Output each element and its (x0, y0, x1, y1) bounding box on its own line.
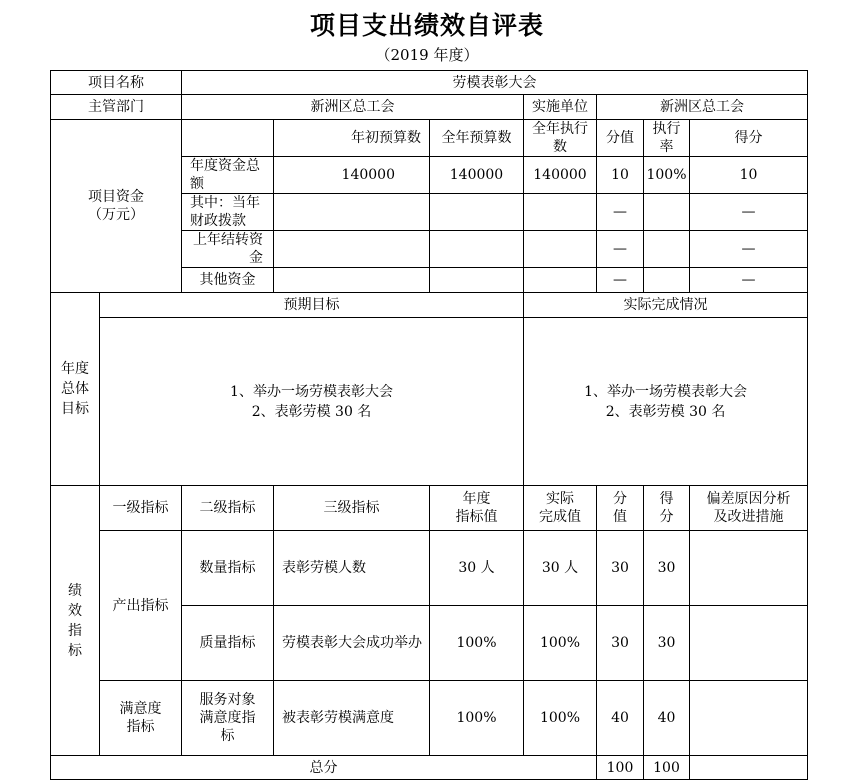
funds-cell: 140000 (274, 157, 430, 194)
indicator-row (51, 531, 808, 606)
expected-goal-line: 1、举办一场劳模表彰大会 (230, 383, 393, 400)
level3-indicator-header: 三级指标 (274, 486, 430, 531)
funds-cell: — (597, 194, 644, 231)
deviation-analysis (690, 606, 808, 681)
score-value: 30 (597, 531, 644, 606)
total-deviation (690, 756, 808, 780)
level2-indicator (182, 531, 274, 606)
expected-goal-line: 2、表彰劳模 30 名 (251, 403, 372, 420)
funds-cell: — (597, 268, 644, 293)
department-row (51, 95, 808, 120)
funds-cell (430, 268, 524, 293)
performance-indicators-label (51, 486, 100, 756)
header-line: 偏差原因分析 (706, 491, 791, 507)
level2-indicator-header: 二级指标 (182, 486, 274, 531)
funds-cell (644, 231, 690, 268)
header-score-value: 分值 (597, 120, 644, 157)
funds-cell (524, 231, 597, 268)
page-subtitle: （2019 年度） (375, 46, 479, 64)
target-value: 30 人 (430, 531, 524, 606)
funds-cell: — (690, 231, 808, 268)
funds-label-unit: （万元） (88, 207, 144, 223)
annual-goal-label-line: 目标 (61, 401, 89, 417)
total-row (51, 756, 808, 780)
actual-completion-line: 1、举办一场劳模表彰大会 (584, 383, 747, 400)
self-evaluation-table (50, 70, 808, 780)
level2-indicator-line: 标 (220, 728, 235, 744)
actual-completion-content (524, 318, 808, 486)
indicators-header-row (51, 486, 808, 531)
goals-header-row (51, 293, 808, 318)
satisfaction-label-line: 指标 (126, 719, 155, 735)
header-line: 分 (659, 509, 674, 525)
level3-indicator: 表彰劳模人数 (274, 531, 430, 606)
expected-goal-content (100, 318, 524, 486)
performance-label-line: 绩 (68, 582, 82, 599)
funds-cell (644, 194, 690, 231)
funds-header-row (51, 120, 808, 157)
annual-goal-label-line: 年度 (61, 361, 89, 377)
level2-indicator-line: 质量指标 (199, 635, 256, 651)
funds-cell: — (597, 231, 644, 268)
header-line: 年度 (462, 491, 491, 507)
header-line: 完成值 (539, 509, 581, 525)
satisfaction-indicator-label (100, 681, 182, 756)
performance-label-line: 效 (68, 602, 82, 619)
funds-cell (274, 268, 430, 293)
funds-cell (524, 194, 597, 231)
actual-value: 100% (524, 606, 597, 681)
deviation-analysis (690, 531, 808, 606)
funds-cell: — (690, 268, 808, 293)
target-value: 100% (430, 681, 524, 756)
level2-indicator-line: 数量指标 (199, 560, 256, 576)
total-label: 总分 (51, 756, 597, 780)
output-indicator-label: 产出指标 (100, 531, 182, 681)
score: 40 (644, 681, 690, 756)
funds-row-label: 上年结转资金 (182, 231, 274, 268)
total-score-value: 100 (597, 756, 644, 780)
total-score: 100 (644, 756, 690, 780)
header-annual-budget: 全年预算数 (430, 120, 524, 157)
header-line: 分 (613, 491, 627, 507)
level2-indicator-line: 满意度指 (199, 710, 256, 726)
funds-label (51, 120, 182, 293)
level2-indicator (182, 681, 274, 756)
department-value: 新洲区总工会 (182, 95, 524, 120)
annual-goal-label (51, 293, 100, 486)
project-name-row (51, 71, 808, 95)
funds-cell: — (690, 194, 808, 231)
funds-cell (274, 231, 430, 268)
indicator-row (51, 681, 808, 756)
header-line: 值 (613, 509, 627, 525)
funds-cell (524, 268, 597, 293)
performance-label-line: 指 (68, 622, 82, 639)
header-annual-execution: 全年执行数 (524, 120, 597, 157)
implementing-unit-label: 实施单位 (524, 95, 597, 120)
implementing-unit-value: 新洲区总工会 (597, 95, 808, 120)
actual-completion-line: 2、表彰劳模 30 名 (605, 403, 726, 420)
funds-cell (274, 194, 430, 231)
satisfaction-label-line: 满意度 (119, 701, 162, 717)
header-line: 及改进措施 (713, 509, 784, 525)
funds-cell (430, 231, 524, 268)
deviation-analysis (690, 681, 808, 756)
funds-header-blank (182, 120, 274, 157)
target-value-header (430, 486, 524, 531)
level2-indicator (182, 606, 274, 681)
score: 30 (644, 606, 690, 681)
goals-content-row (51, 318, 808, 486)
score-value: 30 (597, 606, 644, 681)
header-execution-rate: 执行率 (644, 120, 690, 157)
header-score: 得分 (690, 120, 808, 157)
page-title: 项目支出绩效自评表 (309, 11, 544, 40)
level3-indicator: 劳模表彰大会成功举办 (274, 606, 430, 681)
level3-indicator: 被表彰劳模满意度 (274, 681, 430, 756)
actual-value: 30 人 (524, 531, 597, 606)
target-value: 100% (430, 606, 524, 681)
header-line: 实际 (546, 491, 574, 507)
header-initial-budget: 年初预算数 (274, 120, 430, 157)
expected-goal-header: 预期目标 (100, 293, 524, 318)
funds-cell (430, 194, 524, 231)
performance-label-line: 标 (68, 642, 82, 659)
department-label: 主管部门 (51, 95, 182, 120)
funds-cell: 10 (597, 157, 644, 194)
annual-goal-label-line: 总体 (61, 381, 89, 397)
score: 30 (644, 531, 690, 606)
project-name-value: 劳模表彰大会 (182, 71, 808, 95)
actual-value: 100% (524, 681, 597, 756)
funds-label-line: 项目资金 (88, 189, 144, 205)
level1-indicator-header: 一级指标 (100, 486, 182, 531)
funds-cell: 100% (644, 157, 690, 194)
deviation-analysis-header (690, 486, 808, 531)
funds-cell: 140000 (524, 157, 597, 194)
actual-completion-header: 实际完成情况 (524, 293, 808, 318)
funds-cell: 10 (690, 157, 808, 194)
level2-indicator-line: 服务对象 (199, 692, 256, 708)
project-name-label: 项目名称 (51, 71, 182, 95)
funds-cell (644, 268, 690, 293)
funds-row-label: 年度资金总额 (182, 157, 274, 194)
header-line: 指标值 (455, 509, 498, 525)
score-value-header (597, 486, 644, 531)
score-value: 40 (597, 681, 644, 756)
funds-row-label: 其中：当年财政拨款 (182, 194, 274, 231)
actual-value-header (524, 486, 597, 531)
funds-row-label: 其他资金 (182, 268, 274, 293)
header-line: 得 (659, 491, 674, 507)
score-header (644, 486, 690, 531)
funds-cell: 140000 (430, 157, 524, 194)
